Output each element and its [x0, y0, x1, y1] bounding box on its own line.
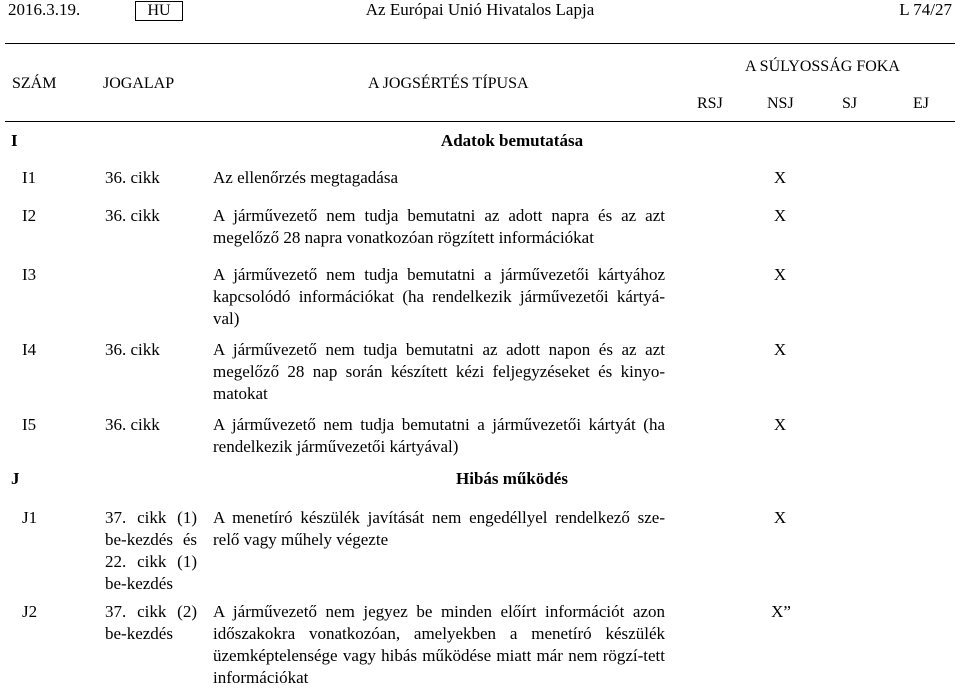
- section-code: I: [11, 131, 18, 150]
- row-code: I1: [22, 168, 37, 187]
- severity-level-ej: EJ: [913, 95, 929, 112]
- severity-level-sj: SJ: [842, 95, 858, 112]
- page-number: L 74/27: [899, 0, 952, 19]
- row-legal-basis: 36. cikk: [105, 340, 160, 359]
- row-code: I2: [22, 206, 37, 225]
- severity-level-nsj: NSJ: [767, 95, 794, 112]
- journal-title: Az Európai Unió Hivatalos Lapja: [365, 0, 595, 19]
- severity-mark: X: [773, 206, 787, 225]
- row-code: J1: [22, 508, 38, 527]
- severity-mark: X: [773, 415, 787, 434]
- row-infringement-text: A járművezető nem tudja bemutatni a járművezetői kártyához kapcsolódó információkat (ha rendelkezik járművezetői kártyá-val): [213, 265, 665, 328]
- section-title: Adatok bemutatása: [440, 131, 584, 150]
- row-infringement-text: A járművezető nem tudja bemutatni az adott napra és az azt megelőző 28 napra vonatkozóan rögzített információkat: [213, 206, 665, 247]
- col-severity-heading: A SÚLYOSSÁG FOKA: [745, 58, 900, 75]
- col-type-heading: A JOGSÉRTÉS TÍPUSA: [368, 75, 529, 92]
- severity-mark: X”: [771, 602, 791, 621]
- row-legal-basis: 36. cikk: [105, 206, 160, 225]
- row-infringement-text: A járművezető nem jegyez be minden előírt információt azon időszakokra vonatkozóan, amelyekben a menetíró készülék üzemképtelensége vagy hibás működése miatt már nem rögzí-tett információkat: [213, 602, 665, 687]
- row-code: J2: [22, 602, 38, 621]
- row-legal-basis: 37. cikk (2) be-kezdés: [105, 602, 197, 643]
- row-code: I5: [22, 415, 37, 434]
- row-legal-basis: 37. cikk (1) be-kezdés és 22. cikk (1) be-kezdés: [105, 508, 197, 593]
- row-legal-basis: 36. cikk: [105, 168, 160, 187]
- header-rule: [5, 43, 955, 44]
- severity-mark: X: [773, 265, 787, 284]
- row-infringement-text: A menetíró készülék javítását nem engedéllyel rendelkező sze-relő vagy műhely végezte: [213, 508, 665, 549]
- row-legal-basis: 36. cikk: [105, 415, 160, 434]
- row-code: I4: [22, 340, 37, 359]
- severity-mark: X: [773, 168, 787, 187]
- severity-level-rsj: RSJ: [697, 95, 723, 112]
- row-code: I3: [22, 265, 37, 284]
- column-heading-rule: [5, 121, 955, 122]
- severity-mark: X: [773, 508, 787, 527]
- language-badge: HU: [135, 1, 183, 21]
- publication-date: 2016.3.19.: [8, 0, 81, 19]
- section-code: J: [11, 469, 20, 488]
- section-title: Hibás működés: [456, 469, 568, 488]
- row-infringement-text: Az ellenőrzés megtagadása: [213, 168, 399, 187]
- col-number-heading: SZÁM: [12, 75, 57, 92]
- row-infringement-text: A járművezető nem tudja bemutatni a járművezetői kártyát (ha rendelkezik járművezetői kártyával): [213, 415, 665, 456]
- row-infringement-text: A járművezető nem tudja bemutatni az adott napon és az azt megelőző 28 nap során készített kézi feljegyzéseket és kinyo-matokat: [213, 340, 665, 403]
- severity-mark: X: [773, 340, 787, 359]
- col-legal-basis-heading: JOGALAP: [103, 75, 175, 92]
